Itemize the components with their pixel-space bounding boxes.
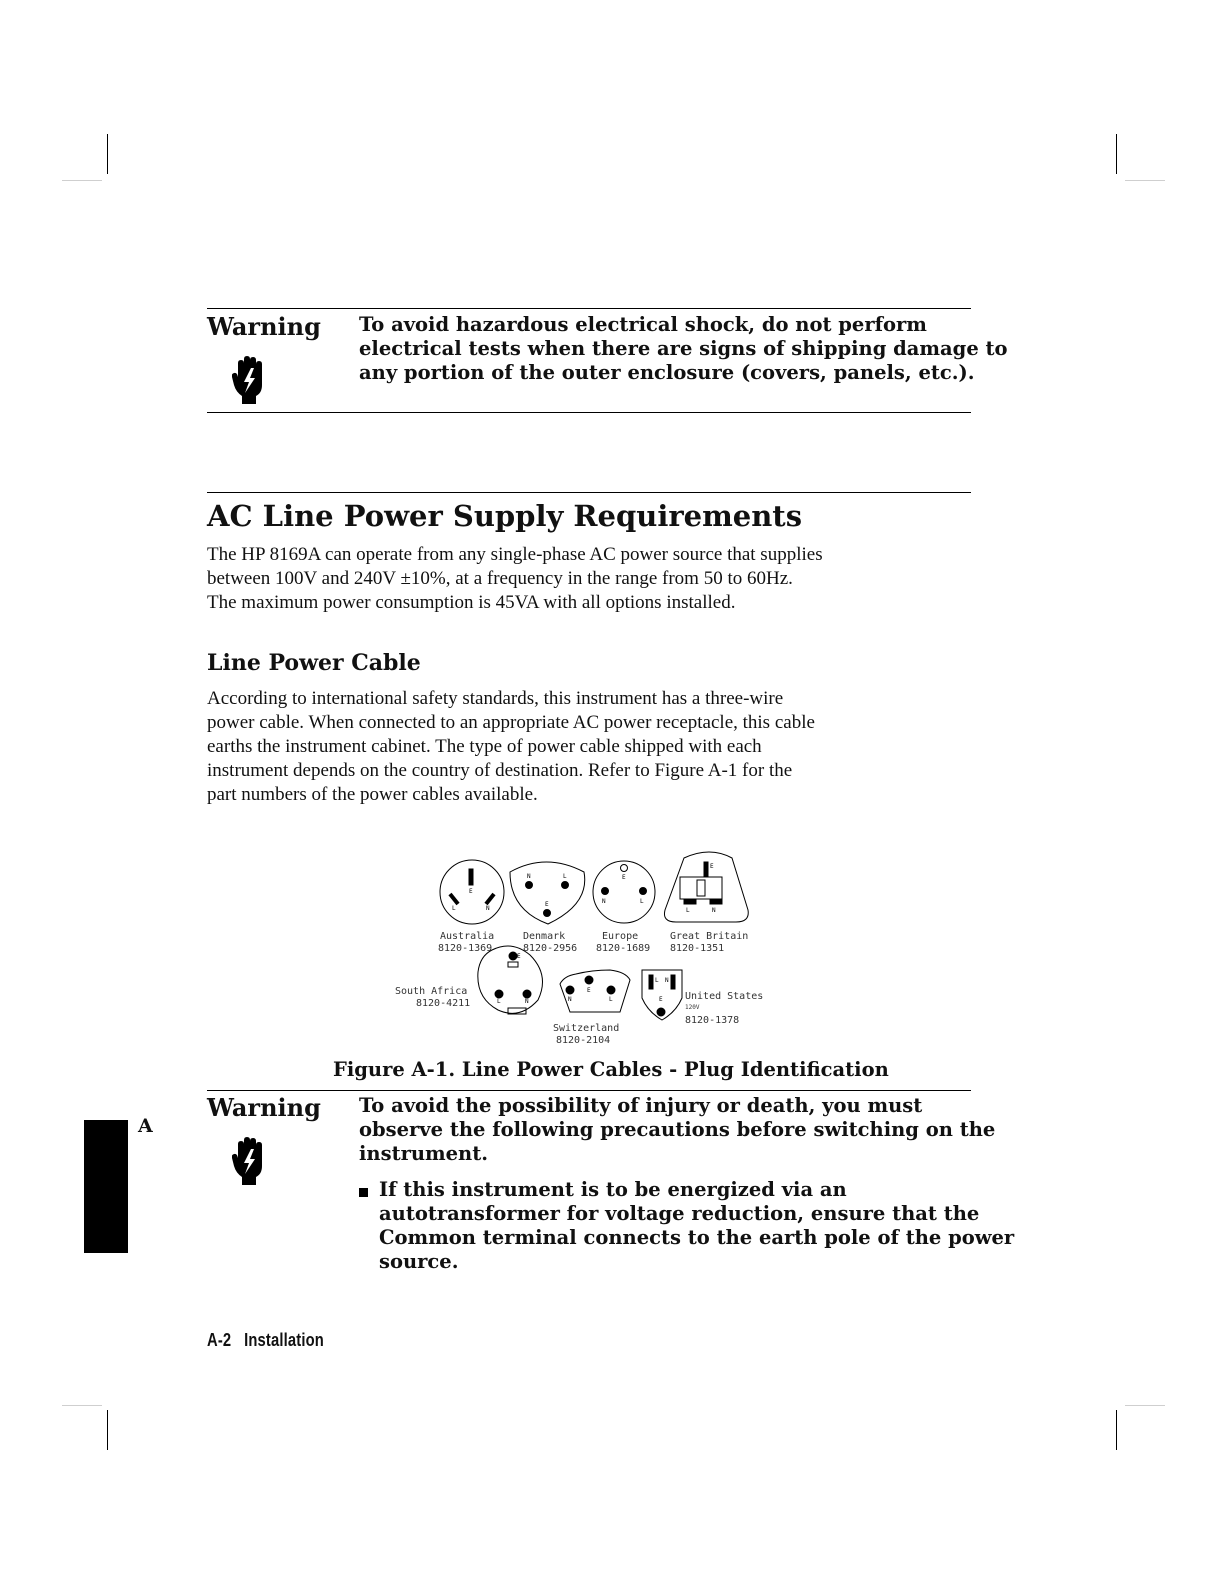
pin-label: E bbox=[710, 863, 714, 870]
crop-mark bbox=[1125, 1405, 1165, 1406]
denmark-plug bbox=[510, 862, 585, 924]
crop-mark bbox=[1125, 180, 1165, 181]
plug-part-number: 8120-1369 bbox=[438, 943, 493, 954]
plug-part-number: 8120-1689 bbox=[596, 943, 651, 954]
pin-label: N bbox=[527, 873, 531, 880]
australia-plug bbox=[440, 860, 504, 924]
plug-country-label: Great Britain bbox=[670, 931, 749, 942]
crop-mark bbox=[62, 1405, 102, 1406]
pin-label: L bbox=[609, 996, 613, 1003]
pin-label: L bbox=[640, 898, 644, 905]
page-footer bbox=[207, 1330, 324, 1351]
plug-part-number: 8120-2956 bbox=[523, 943, 578, 954]
plug-country-label: United States bbox=[685, 991, 764, 1002]
switzerland-plug bbox=[560, 970, 630, 1012]
subsection-title: Line Power Cable bbox=[207, 650, 421, 676]
warning-bullet: If this instrument is to be energized via an autotransformer for voltage reduction, ensure that the Common terminal connects to the earth pole of the power source. bbox=[379, 1178, 1015, 1273]
hand-warning-icon bbox=[232, 1136, 266, 1186]
pin-label: E bbox=[545, 901, 549, 908]
pin-label: L bbox=[686, 907, 690, 914]
pin-label: L bbox=[497, 998, 501, 1005]
crop-mark bbox=[107, 1410, 108, 1450]
warning-label: Warning bbox=[207, 312, 321, 341]
warning-label: Warning bbox=[207, 1093, 321, 1122]
south-africa-plug bbox=[478, 946, 543, 1014]
chapter-tab bbox=[84, 1120, 128, 1253]
section-title: AC Line Power Supply Requirements bbox=[207, 499, 803, 533]
plug-voltage-label: 120V bbox=[685, 1004, 700, 1011]
pin-label: N bbox=[602, 898, 606, 905]
crop-mark bbox=[1116, 1410, 1117, 1450]
pin-label: N bbox=[525, 998, 529, 1005]
pin-label: N bbox=[568, 996, 572, 1003]
great-britain-plug bbox=[664, 852, 748, 922]
footer-section: Installation bbox=[244, 1330, 324, 1350]
plug-part-number: 8120-4211 bbox=[416, 998, 471, 1009]
plug-country-label: Australia bbox=[440, 931, 495, 942]
pin-label: E bbox=[659, 996, 663, 1003]
warning-bottom-rule bbox=[207, 412, 971, 413]
united-states-plug bbox=[642, 970, 682, 1020]
page-number: A-2 bbox=[207, 1330, 232, 1350]
plug-identification-figure bbox=[380, 850, 800, 1055]
pin-label: L bbox=[452, 905, 456, 912]
pin-label: E bbox=[622, 874, 626, 881]
plug-country-label: Europe bbox=[602, 931, 639, 942]
section-paragraph: The HP 8169A can operate from any single-phase AC power source that supplies between 100V and 240V ±10%, at a frequency in the range from 50 to 60Hz. The maximum power consumption is 45VA with all options installed. bbox=[207, 544, 823, 613]
pin-label: L bbox=[655, 977, 659, 984]
warning-text: To avoid hazardous electrical shock, do not perform electrical tests when there are signs of shipping damage to any portion of the outer enclosure (covers, panels, etc.). bbox=[359, 313, 1008, 384]
crop-mark bbox=[62, 180, 102, 181]
plug-country-label: Denmark bbox=[523, 931, 566, 942]
chapter-tab-letter: A bbox=[138, 1115, 153, 1137]
crop-mark bbox=[1116, 134, 1117, 174]
subsection-paragraph: According to international safety standards, this instrument has a three-wire power cable. When connected to an appropriate AC power receptacle, this cable earths the instrument cabinet. The type of power cable shipped with each instrument depends on the country of destination. Refer to Figure A-1 for the part numbers of the power cables available. bbox=[207, 688, 815, 805]
figure-caption: Figure A-1. Line Power Cables - Plug Identification bbox=[333, 1058, 889, 1081]
plug-country-label: South Africa bbox=[395, 986, 468, 997]
section-rule bbox=[207, 492, 971, 493]
plug-part-number: 8120-2104 bbox=[556, 1035, 611, 1046]
pin-label: N bbox=[712, 907, 716, 914]
warning-top-rule bbox=[207, 1090, 971, 1091]
plug-part-number: 8120-1351 bbox=[670, 943, 725, 954]
pin-label: L bbox=[563, 873, 567, 880]
pin-label: E bbox=[517, 953, 521, 960]
pin-label: N bbox=[665, 977, 669, 984]
pin-label: E bbox=[469, 888, 473, 895]
europe-plug bbox=[593, 861, 655, 923]
plug-country-label: Switzerland bbox=[553, 1023, 620, 1034]
plug-part-number: 8120-1378 bbox=[685, 1015, 740, 1026]
warning-top-rule bbox=[207, 308, 971, 309]
warning-text: To avoid the possibility of injury or death, you must observe the following precautions before switching on the instrument. bbox=[359, 1094, 996, 1165]
bullet-icon bbox=[359, 1188, 368, 1197]
pin-label: N bbox=[486, 905, 490, 912]
hand-warning-icon bbox=[232, 355, 266, 405]
crop-mark bbox=[107, 134, 108, 174]
pin-label: E bbox=[587, 987, 591, 994]
